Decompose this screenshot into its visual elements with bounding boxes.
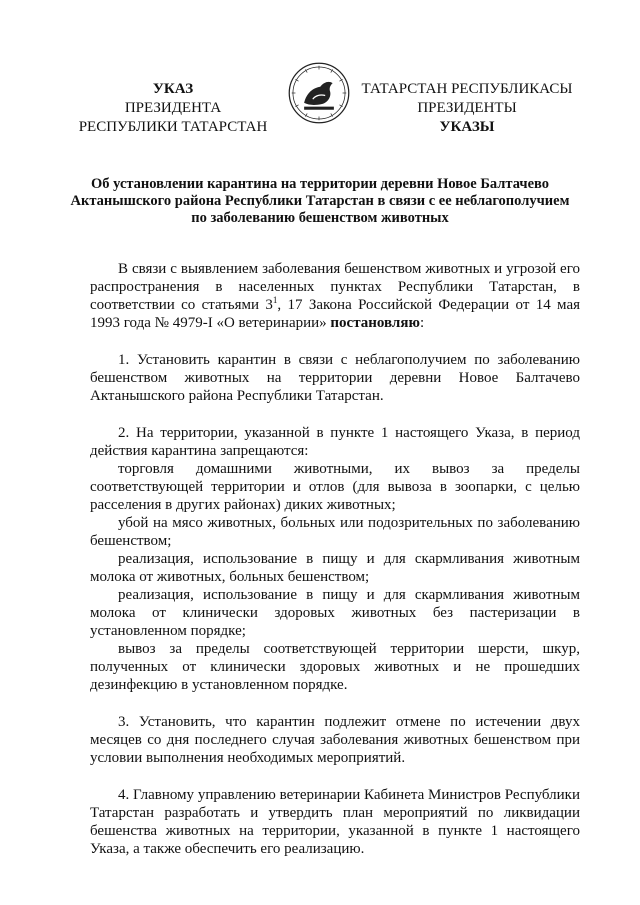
header-right-line-3: УКАЗЫ: [439, 119, 495, 135]
intro-text-1: В связи с выявлением заболевания бешенством животных и угрозой его распространения в населенных пунктах Республики Татарстан, в соответствии со статьями 3: [90, 261, 580, 313]
header-left-line-1: УКАЗ: [152, 81, 194, 97]
paragraph-4: 4. Главному управлению ветеринарии Кабинета Министров Республики Татарстан разработать и утвердить план мероприятий по ликвидации бешенства животных на территории, указанной в пункте 1 настоящего Указа, а также обеспечить его реализацию.: [90, 787, 580, 857]
paragraph-2-item: реализация, использование в пищу и для скармливания животным молока от клинически здоровых животных без пастеризации в установленном порядке;: [90, 587, 580, 639]
intro-decree-word: постановляю: [330, 315, 420, 331]
tatarstan-emblem-icon: [288, 62, 350, 124]
intro-paragraph: [90, 260, 580, 332]
paragraph-2: 2. На территории, указанной в пункте 1 настоящего Указа, в период действия карантина запрещаются:: [90, 425, 580, 459]
header-right-line-1: ТАТАРСТАН РЕСПУБЛИКАСЫ: [361, 81, 573, 97]
paragraph-3: 3. Установить, что карантин подлежит отмене по истечении двух месяцев со дня последнего случая заболевания животных бешенством при условии выполнения необходимых мероприятий.: [90, 714, 580, 766]
paragraph-2-item: торговля домашними животными, их вывоз за пределы соответствующей территории и отлов (для вывоза в зоопарки, с целью расселения в других районах) диких животных;: [90, 461, 580, 513]
intro-superscript: 1: [272, 295, 278, 305]
header-right: [357, 80, 577, 137]
document-title: Об установлении карантина на территории деревни Новое Балтачево Актанышского района Республики Татарстан в связи с ее неблагополучием по заболеванию бешенством животных: [70, 176, 570, 226]
intro-colon: :: [419, 315, 425, 331]
paragraph-2-item: вывоз за пределы соответствующей территории шерсти, шкур, полученных от клинически здоровых животных и не прошедших дезинфекцию в установленном порядке.: [90, 641, 580, 693]
header-left-line-3: РЕСПУБЛИКИ ТАТАРСТАН: [78, 119, 268, 135]
intro-text-2: , 17 Закона Российской Федерации от 14 мая 1993 года № 4979-I «О ветеринарии»: [90, 297, 580, 331]
paragraph-2-item: реализация, использование в пищу и для скармливания животным молока от животных, больных бешенством;: [90, 551, 580, 585]
paragraph-2-item: убой на мясо животных, больных или подозрительных по заболеванию бешенством;: [90, 515, 580, 549]
document-body: [90, 260, 580, 858]
header-right-line-2: ПРЕЗИДЕНТЫ: [417, 100, 517, 116]
header-left-line-2: ПРЕЗИДЕНТА: [124, 100, 222, 116]
header-left: [68, 80, 278, 137]
paragraph-1: 1. Установить карантин в связи с неблагополучием по заболеванию бешенством животных на территории деревни Новое Балтачево Актанышского района Республики Татарстан.: [90, 352, 580, 404]
